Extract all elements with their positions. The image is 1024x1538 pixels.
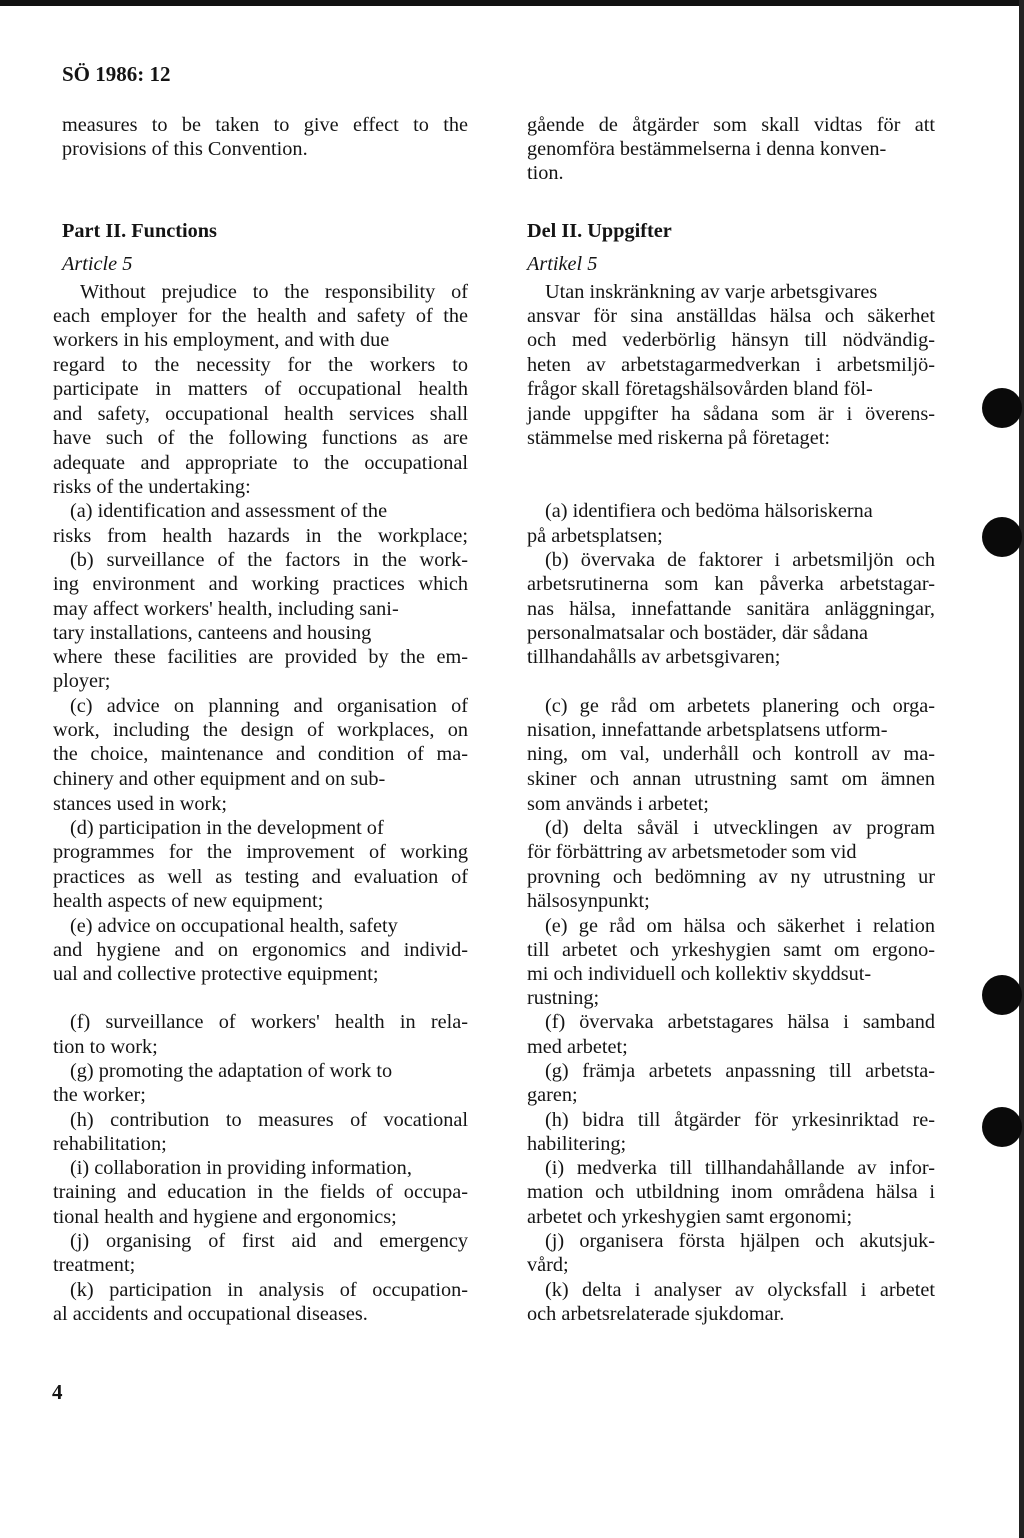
english-line: the worker; (53, 1084, 146, 1106)
english-line: ployer; (53, 670, 111, 692)
swedish-line: hälsosynpunkt; (527, 890, 650, 912)
swedish-line: ansvar för sina anställdas hälsa och säkerhet (527, 305, 935, 327)
swedish-line: stämmelse med riskerna på företaget: (527, 427, 830, 449)
english-line: and hygiene and on ergonomics and individ- (53, 939, 468, 961)
punch-hole-3 (982, 975, 1022, 1015)
english-line: (b) surveillance of the factors in the work- (70, 549, 468, 571)
swedish-line: (k) delta i analyser av olycksfall i arbetet (545, 1279, 935, 1301)
swedish-line: mi och individuell och kollektiv skyddsut- (527, 963, 872, 985)
swedish-line: (e) ge råd om hälsa och säkerhet i relation (545, 915, 935, 937)
top-border-rule (0, 0, 1024, 6)
swedish-line: gående de åtgärder som skall vidtas för att (527, 114, 935, 136)
english-line: chinery and other equipment and on sub- (53, 768, 386, 790)
english-line: risks of the undertaking: (53, 476, 251, 498)
english-line: training and education in the fields of occupa- (53, 1181, 468, 1203)
english-line: stances used in work; (53, 793, 228, 815)
swedish-line: arbetet och yrkeshygien samt ergonomi; (527, 1206, 853, 1228)
swedish-line: skiner och annan utrustning samt om ämnen (527, 768, 935, 790)
swedish-line: nisation, innefattande arbetsplatsens utform- (527, 719, 888, 741)
punch-hole-2 (982, 517, 1022, 557)
swedish-line: och arbetsrelaterade sjukdomar. (527, 1303, 785, 1325)
swedish-line: genomföra bestämmelserna i denna konven- (527, 138, 887, 160)
english-line: (a) identification and assessment of the (70, 500, 388, 522)
swedish-line: provning och bedömning av ny utrustning ur (527, 866, 935, 888)
english-line: (c) advice on planning and organisation of (70, 695, 468, 717)
swedish-line: tillhandahålls av arbetsgivaren; (527, 646, 781, 668)
english-line: (e) advice on occupational health, safety (70, 915, 398, 937)
swedish-line: mation och utbildning inom områdena hälsa i (527, 1181, 935, 1203)
swedish-line: för förbättring av arbetsmetoder som vid (527, 841, 857, 863)
english-line: al accidents and occupational diseases. (53, 1303, 368, 1325)
swedish-line: habilitering; (527, 1133, 627, 1155)
english-line: may affect workers' health, including sani- (53, 598, 399, 620)
english-line: (g) promoting the adaptation of work to (70, 1060, 393, 1082)
english-line: tional health and hygiene and ergonomics; (53, 1206, 397, 1228)
punch-hole-4 (982, 1107, 1022, 1147)
english-line: regard to the necessity for the workers to (53, 354, 468, 376)
swedish-line: (b) övervaka de faktorer i arbetsmiljön och (545, 549, 935, 571)
swedish-line: (a) identifiera och bedöma hälsoriskerna (545, 500, 873, 522)
swedish-line: (g) främja arbetets anpassning till arbetsta- (545, 1060, 935, 1082)
english-line: practices as well as testing and evaluation of (53, 866, 468, 888)
english-line: ual and collective protective equipment; (53, 963, 379, 985)
document-id-header: SÖ 1986: 12 (62, 62, 171, 86)
swedish-line: vård; (527, 1254, 569, 1276)
english-line: work, including the design of workplaces, on (53, 719, 468, 741)
english-line: treatment; (53, 1254, 136, 1276)
english-line: where these facilities are provided by the em- (53, 646, 468, 668)
english-line: tary installations, canteens and housing (53, 622, 372, 644)
page-number: 4 (52, 1380, 63, 1404)
english-line: each employer for the health and safety of the (53, 305, 468, 327)
swedish-line: som används i arbetet; (527, 793, 709, 815)
swedish-line: jande uppgifter ha sådana som är i överens- (527, 403, 935, 425)
swedish-line: tion. (527, 162, 564, 184)
english-line: measures to be taken to give effect to the (62, 114, 468, 136)
english-line: the choice, maintenance and condition of ma- (53, 743, 468, 765)
english-line: (h) contribution to measures of vocational (70, 1109, 468, 1131)
punch-hole-1 (982, 388, 1022, 428)
english-line: health aspects of new equipment; (53, 890, 324, 912)
english-line: participate in matters of occupational health (53, 378, 468, 400)
swedish-line: heten av arbetstagarmedverkan i arbetsmiljö- (527, 354, 935, 376)
english-line: risks from health hazards in the workplace; (53, 525, 468, 547)
swedish-line: (c) ge råd om arbetets planering och orga- (545, 695, 935, 717)
swedish-line: garen; (527, 1084, 578, 1106)
english-line: programmes for the improvement of working (53, 841, 468, 863)
english-line: provisions of this Convention. (62, 138, 308, 160)
swedish-line: (j) organisera första hjälpen och akutsjuk- (545, 1230, 935, 1252)
english-line: and safety, occupational health services shall (53, 403, 468, 425)
swedish-line: och med vederbörlig hänsyn till nödvändig- (527, 329, 935, 351)
swedish-line: Utan inskränkning av varje arbetsgivares (545, 281, 878, 303)
swedish-line: med arbetet; (527, 1036, 628, 1058)
swedish-line: (f) övervaka arbetstagares hälsa i samband (545, 1011, 935, 1033)
english-line: Without prejudice to the responsibility of (80, 281, 468, 303)
swedish-line: Artikel 5 (527, 253, 598, 275)
swedish-line: frågor skall företagshälsovården bland föl- (527, 378, 873, 400)
english-line: (i) collaboration in providing information, (70, 1157, 412, 1179)
swedish-line: arbetsrutinerna som kan påverka arbetstagar- (527, 573, 935, 595)
english-line: (d) participation in the development of (70, 817, 384, 839)
english-line: (j) organising of first aid and emergency (70, 1230, 468, 1252)
swedish-line: (h) bidra till åtgärder för yrkesinriktad re- (545, 1109, 935, 1131)
right-border-rule (1019, 0, 1024, 1538)
swedish-line: rustning; (527, 987, 600, 1009)
swedish-line: Del II. Uppgifter (527, 220, 672, 242)
swedish-line: (i) medverka till tillhandahållande av infor- (545, 1157, 935, 1179)
swedish-line: på arbetsplatsen; (527, 525, 663, 547)
english-line: adequate and appropriate to the occupational (53, 452, 468, 474)
swedish-line: till arbetet och yrkeshygien samt om ergono- (527, 939, 935, 961)
english-line: (f) surveillance of workers' health in rela- (70, 1011, 468, 1033)
swedish-line: personalmatsalar och bostäder, där sådana (527, 622, 869, 644)
swedish-line: ning, om val, underhåll och kontroll av ma- (527, 743, 935, 765)
swedish-line: (d) delta såväl i utvecklingen av program (545, 817, 935, 839)
swedish-line: nas hälsa, innefattande sanitära anläggningar, (527, 598, 935, 620)
english-line: rehabilitation; (53, 1133, 167, 1155)
english-line: Article 5 (62, 253, 133, 275)
english-line: ing environment and working practices which (53, 573, 468, 595)
english-line: Part II. Functions (62, 220, 217, 242)
english-line: workers in his employment, and with due (53, 329, 390, 351)
english-line: have such of the following functions as are (53, 427, 468, 449)
english-line: tion to work; (53, 1036, 158, 1058)
english-line: (k) participation in analysis of occupation- (70, 1279, 468, 1301)
